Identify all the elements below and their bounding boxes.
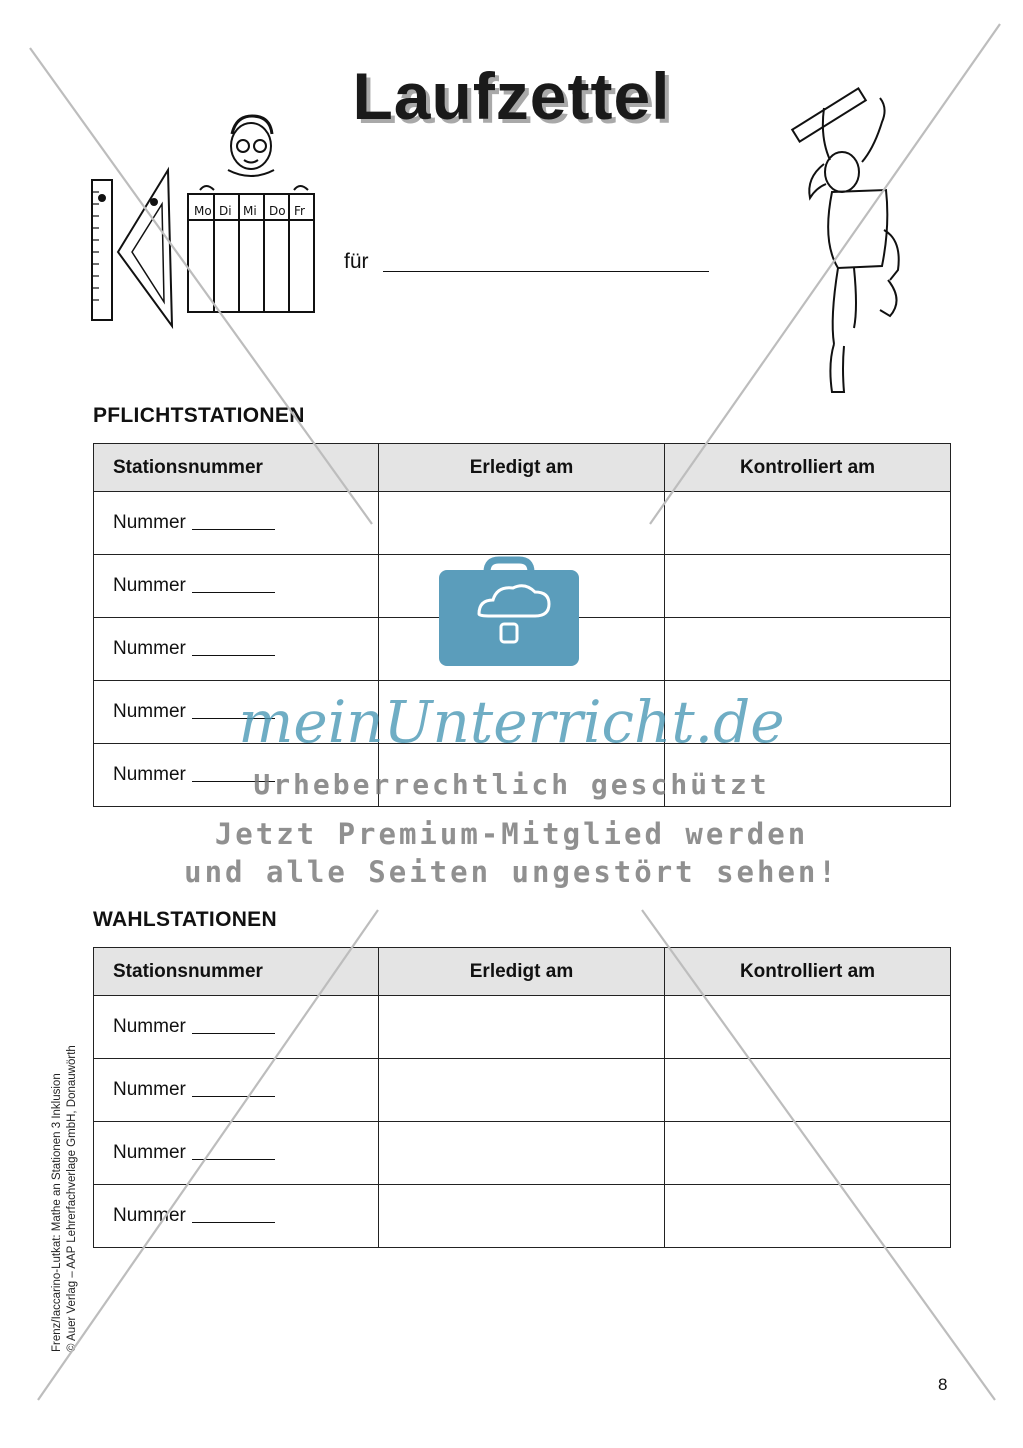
station-number-cell[interactable] bbox=[94, 492, 379, 555]
table-row bbox=[94, 555, 951, 618]
name-input-line[interactable] bbox=[383, 271, 709, 272]
column-header-done-on: Erledigt am bbox=[379, 444, 665, 492]
checked-on-cell[interactable] bbox=[665, 996, 951, 1059]
station-number-label: Nummer bbox=[113, 764, 186, 785]
checked-on-cell[interactable] bbox=[665, 744, 951, 807]
schedule-day-label: Mo bbox=[194, 204, 212, 218]
station-number-label: Nummer bbox=[113, 1079, 186, 1100]
station-number-label: Nummer bbox=[113, 638, 186, 659]
column-header-checked-on: Kontrolliert am bbox=[665, 444, 951, 492]
column-header-done-on: Erledigt am bbox=[379, 948, 665, 996]
number-blank-line bbox=[192, 1158, 275, 1160]
table-row bbox=[94, 996, 951, 1059]
station-number-label: Nummer bbox=[113, 1205, 186, 1226]
watermark-copyright: Urheberrechtlich geschützt bbox=[253, 768, 770, 801]
page-number: 8 bbox=[938, 1375, 948, 1394]
station-number-cell[interactable] bbox=[94, 681, 379, 744]
schedule-day-label: Di bbox=[219, 204, 232, 218]
checked-on-cell[interactable] bbox=[665, 1059, 951, 1122]
schedule-day-label: Mi bbox=[243, 204, 257, 218]
station-number-cell[interactable] bbox=[94, 1059, 379, 1122]
number-blank-line bbox=[192, 654, 275, 656]
station-number-cell[interactable] bbox=[94, 618, 379, 681]
done-on-cell[interactable] bbox=[379, 681, 665, 744]
checked-on-cell[interactable] bbox=[665, 555, 951, 618]
number-blank-line bbox=[192, 591, 275, 593]
table-row bbox=[94, 1122, 951, 1185]
done-on-cell[interactable] bbox=[379, 1122, 665, 1185]
station-number-label: Nummer bbox=[113, 1016, 186, 1037]
number-blank-line bbox=[192, 780, 275, 782]
column-header-checked-on: Kontrolliert am bbox=[665, 948, 951, 996]
column-header-station-number: Stationsnummer bbox=[94, 444, 379, 492]
table-row bbox=[94, 1059, 951, 1122]
number-blank-line bbox=[192, 1221, 275, 1223]
done-on-cell[interactable] bbox=[379, 1185, 665, 1248]
number-blank-line bbox=[192, 528, 275, 530]
done-on-cell[interactable] bbox=[379, 1059, 665, 1122]
done-on-cell[interactable] bbox=[379, 744, 665, 807]
name-label: für bbox=[344, 250, 369, 273]
watermark-premium-line1: Jetzt Premium-Mitglied werden bbox=[214, 817, 809, 851]
number-blank-line bbox=[192, 717, 275, 719]
checked-on-cell[interactable] bbox=[665, 681, 951, 744]
section-title-optional: WAHLSTATIONEN bbox=[93, 908, 277, 931]
station-number-cell[interactable] bbox=[94, 1185, 379, 1248]
station-number-label: Nummer bbox=[113, 575, 186, 596]
mandatory-stations-table bbox=[93, 443, 951, 807]
column-header-station-number: Stationsnummer bbox=[94, 948, 379, 996]
station-number-label: Nummer bbox=[113, 1142, 186, 1163]
number-blank-line bbox=[192, 1095, 275, 1097]
page-title: Laufzettel bbox=[352, 59, 671, 133]
done-on-cell[interactable] bbox=[379, 996, 665, 1059]
jumping-girl-illustration bbox=[784, 80, 914, 405]
station-number-label: Nummer bbox=[113, 512, 186, 533]
publisher-credit bbox=[50, 1045, 80, 1352]
schedule-day-label: Do bbox=[269, 204, 286, 218]
station-number-cell[interactable] bbox=[94, 996, 379, 1059]
table-row bbox=[94, 1185, 951, 1248]
checked-on-cell[interactable] bbox=[665, 492, 951, 555]
credit-line: Frenz/Iaccarino-Lutkat: Mathe an Stationen 3 Inklusion bbox=[51, 1073, 63, 1352]
done-on-cell[interactable] bbox=[379, 618, 665, 681]
station-number-cell[interactable] bbox=[94, 1122, 379, 1185]
checked-on-cell[interactable] bbox=[665, 618, 951, 681]
section-title-mandatory: PFLICHTSTATIONEN bbox=[93, 404, 305, 427]
schedule-boy-illustration bbox=[88, 112, 323, 332]
station-number-label: Nummer bbox=[113, 701, 186, 722]
watermark-premium-line2: und alle Seiten ungestört sehen! bbox=[184, 855, 839, 889]
checked-on-cell[interactable] bbox=[665, 1185, 951, 1248]
credit-line: © Auer Verlag – AAP Lehrerfachverlage GmbH, Donauwörth bbox=[66, 1045, 78, 1352]
table-row bbox=[94, 492, 951, 555]
table-row bbox=[94, 681, 951, 744]
table-row bbox=[94, 744, 951, 807]
number-blank-line bbox=[192, 1032, 275, 1034]
station-number-cell[interactable] bbox=[94, 555, 379, 618]
optional-stations-table bbox=[93, 947, 951, 1248]
checked-on-cell[interactable] bbox=[665, 1122, 951, 1185]
station-number-cell[interactable] bbox=[94, 744, 379, 807]
done-on-cell[interactable] bbox=[379, 492, 665, 555]
done-on-cell[interactable] bbox=[379, 555, 665, 618]
watermark-brand: meinUnterricht.de bbox=[238, 688, 785, 756]
schedule-day-label: Fr bbox=[294, 204, 305, 218]
table-row bbox=[94, 618, 951, 681]
